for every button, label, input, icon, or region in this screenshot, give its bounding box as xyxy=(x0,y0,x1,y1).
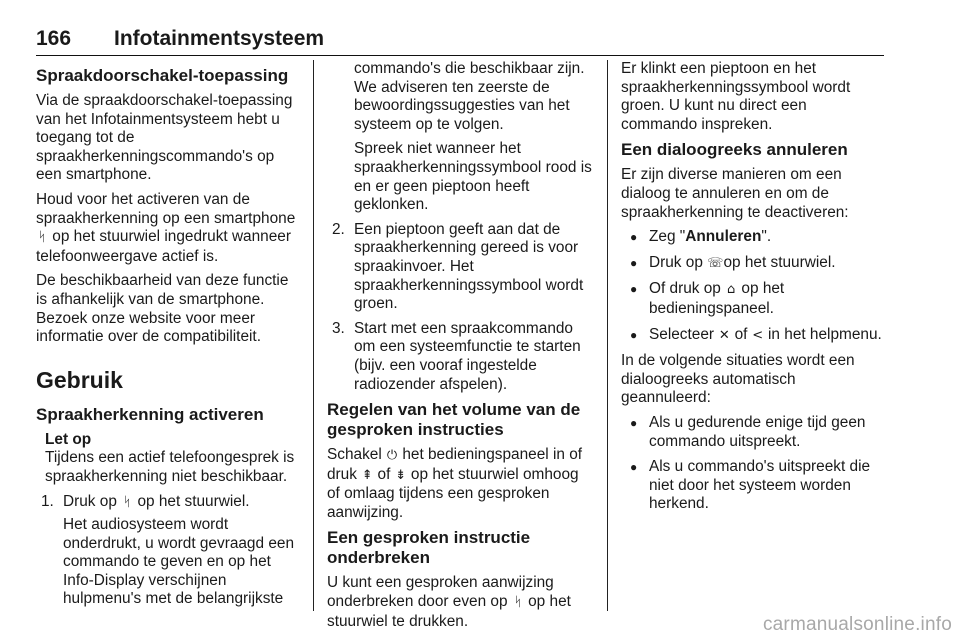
note-text: Tijdens een actief telefoongesprek is spraakherkenning niet beschikbaar. xyxy=(45,449,295,485)
text: Een pieptoon geeft aan dat de spraakherkenning gereed is voor spraakinvoer. Het spraakherkenningssymbool wordt groen. xyxy=(354,220,584,313)
step1-continuation: commando's die beschikbaar zijn. We adviseren ten zeerste de bewoordingssuggesties van het systeem op te volgen. xyxy=(354,60,585,133)
list-item xyxy=(621,280,885,318)
step-number: 3. xyxy=(332,319,345,337)
step-number: 1. xyxy=(41,492,54,510)
close-icon: ✕ xyxy=(718,327,730,343)
text: Druk op xyxy=(63,492,117,510)
heading-onderbreken: Een gesproken instructie onderbreken xyxy=(327,528,531,568)
paragraph-activate xyxy=(36,191,300,266)
text: op het bedieningspaneel. xyxy=(649,280,785,317)
voice-icon: ᛋ xyxy=(513,595,522,611)
paragraph-intro: Via de spraakdoorschakel-toepassing van het Infotainmentsysteem hebt u toegang tot de spraakherkenningscommando's op een smartphone. xyxy=(36,92,293,184)
text: Druk op xyxy=(649,253,703,271)
page-number: 166 xyxy=(36,27,72,50)
column-3 xyxy=(621,60,885,521)
list-item xyxy=(621,254,885,274)
paragraph-onderbreken xyxy=(327,574,593,631)
text: het bedieningspaneel in of druk xyxy=(327,446,583,483)
list-item xyxy=(621,228,885,247)
column-divider-2 xyxy=(607,60,608,611)
back-icon: < xyxy=(752,327,764,343)
text: Start met een spraakcommando om een systeemfunctie te starten (bijv. een vooraf ingestelde radiozender afspelen). xyxy=(354,319,581,393)
list-item: ● Als u commando's uitspreekt die niet door het systeem worden herkend. xyxy=(621,458,885,514)
text: U kunt een gesproken aanwijzing onderbreken door even op xyxy=(327,574,554,611)
list-item xyxy=(327,221,593,314)
page-title: Infotainmentsysteem xyxy=(114,27,325,50)
step1-warning: Spreek niet wanneer het spraakherkenningssymbool rood is en er geen pieptoon heeft geklonken. xyxy=(354,140,592,214)
heading-activeren: Spraakherkenning activeren xyxy=(36,404,264,424)
auto-cancel-list xyxy=(621,414,885,514)
text: Schakel xyxy=(327,446,382,464)
column-divider-1 xyxy=(313,60,314,611)
phone-hangup-icon: ☏ xyxy=(707,255,724,271)
home-icon: ⌂ xyxy=(727,282,736,298)
text: Selecteer xyxy=(649,325,715,343)
text: Houd voor het activeren van de spraakherkenning op een smartphone xyxy=(36,190,296,227)
text: op het stuurwiel te drukken. xyxy=(327,593,571,630)
paragraph-cancel-intro: Er zijn diverse manieren om een dialoog te annuleren en om de spraakherkenning te deactiveren: xyxy=(621,166,849,221)
steps-list xyxy=(36,493,300,610)
list-item xyxy=(327,320,593,394)
talk-down-icon: ⇟ xyxy=(395,467,407,483)
paragraph-volume xyxy=(327,446,593,522)
heading-spraakdoorschakel: Spraakdoorschakel-toepassing xyxy=(36,66,289,85)
step-sub-text: Het audiosysteem wordt onderdrukt, u wordt gevraagd een commando te geven en op het Info-Display verschijnen hulpmenu's met de belangrijkste xyxy=(63,516,295,608)
text: Of druk op xyxy=(649,280,721,298)
header-rule xyxy=(36,55,884,56)
text: op het stuurwiel omhoog of omlaag tijdens een gesproken aanwijzing. xyxy=(327,465,579,521)
paragraph-availability: De beschikbaarheid van deze functie is afhankelijk van de smartphone. Bezoek onze website voor meer informatie over de compatibiliteit. xyxy=(36,272,289,346)
text: ". xyxy=(761,228,772,246)
step-number: 2. xyxy=(332,220,345,238)
text: op het stuurwiel ingedrukt wanneer telefoonweergave actief is. xyxy=(36,228,291,265)
text: of xyxy=(377,465,391,483)
watermark: carmanualsonline.info xyxy=(762,614,952,635)
text: op het stuurwiel. xyxy=(137,492,250,510)
heading-volume: Regelen van het volume van de gesproken instructies xyxy=(327,400,581,440)
voice-icon: ᛋ xyxy=(38,230,46,246)
heading-annuleren: Een dialoogreeks annuleren xyxy=(621,140,848,160)
paragraph-beep: Er klinkt een pieptoon en het spraakherkenningssymbool wordt groen. U kunt nu direct een commando inspreken. xyxy=(621,60,851,133)
note-title: Let op xyxy=(45,430,92,448)
list-item xyxy=(621,326,885,346)
text: in het helpmenu. xyxy=(768,325,882,343)
list-item xyxy=(36,493,300,610)
text-bold: Annuleren xyxy=(685,228,762,246)
column-2 xyxy=(327,60,593,637)
voice-icon: ᛋ xyxy=(123,494,132,510)
list-item: ● Als u gedurende enige tijd geen commando uitspreekt. xyxy=(621,414,885,451)
cancel-list xyxy=(621,228,885,345)
heading-gebruik: Gebruik xyxy=(36,366,123,393)
note-box xyxy=(36,431,300,487)
text: of xyxy=(734,325,748,343)
column-1 xyxy=(36,60,300,615)
paragraph-auto-cancel: In de volgende situaties wordt een dialoogreeks automatisch geannuleerd: xyxy=(621,352,855,407)
steps-list xyxy=(327,221,593,394)
text: Zeg " xyxy=(649,228,686,246)
text: op het stuurwiel. xyxy=(723,253,836,271)
talk-up-icon: ⇞ xyxy=(361,467,373,483)
volume-knob-icon: ⏻ xyxy=(386,448,398,464)
